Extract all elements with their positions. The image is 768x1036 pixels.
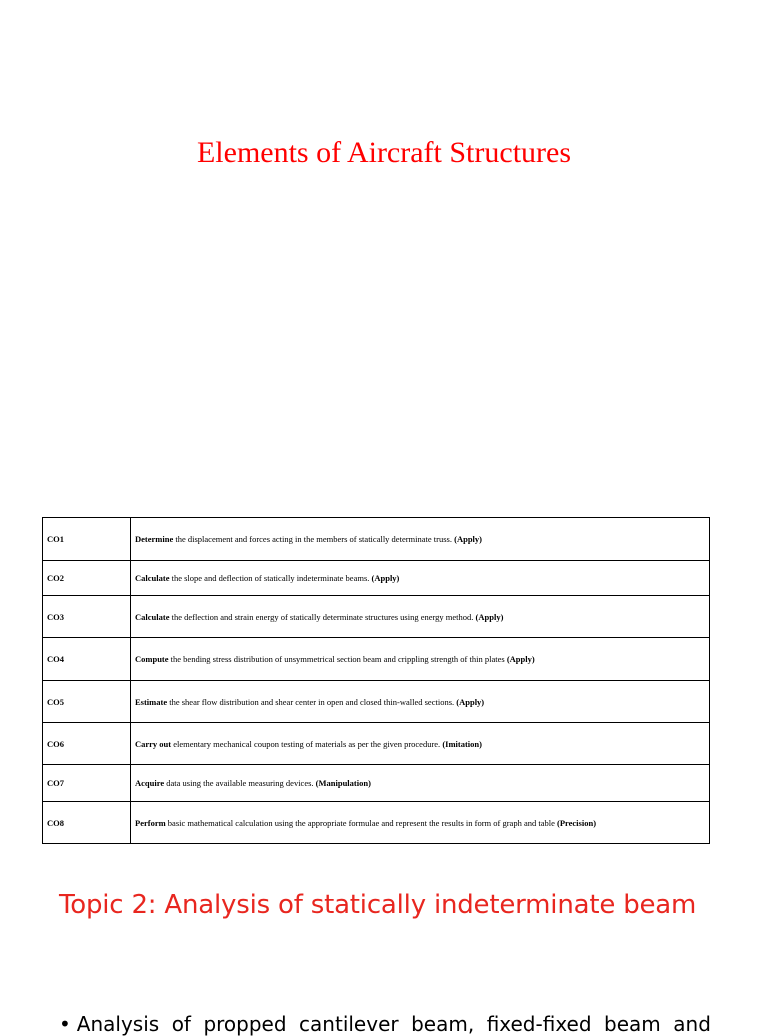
co-level: (Apply) xyxy=(475,611,504,622)
co-level: (Apply) xyxy=(454,534,482,544)
co-code: CO8 xyxy=(43,802,131,844)
table-row xyxy=(43,638,710,681)
bullet-word: and xyxy=(673,1012,711,1036)
bullet-item xyxy=(59,1012,711,1036)
bullet-word: Analysis xyxy=(76,1012,160,1036)
bullet-word: beam, xyxy=(411,1012,475,1036)
co-text: the slope and deflection of statically indeterminate beams. xyxy=(169,573,372,583)
co-description xyxy=(131,802,710,844)
co-code: CO7 xyxy=(43,765,131,802)
co-code: CO6 xyxy=(43,723,131,765)
table-row xyxy=(43,518,710,561)
co-code: CO1 xyxy=(43,518,131,561)
bullet-word: fixed-fixed xyxy=(486,1012,592,1036)
bullet-word: of xyxy=(171,1012,191,1036)
co-text: the displacement and forces acting in the members of statically determinate truss. xyxy=(173,534,455,544)
table-row xyxy=(43,596,710,638)
co-code: CO5 xyxy=(43,681,131,723)
co-verb: Calculate xyxy=(135,573,170,583)
co-code: CO4 xyxy=(43,638,131,681)
co-description xyxy=(131,723,710,765)
co-code: CO3 xyxy=(43,596,131,638)
co-verb: Calculate xyxy=(135,611,170,622)
co-level: (Imitation) xyxy=(442,738,482,749)
co-text: elementary mechanical coupon testing of materials as per the given procedure. xyxy=(171,738,443,749)
co-level: (Apply) xyxy=(371,573,400,583)
page-title: Elements of Aircraft Structures xyxy=(196,136,572,169)
co-text: basic mathematical calculation using the appropriate formulae and represent the results in form of graph and table xyxy=(165,817,557,828)
bullet-word: cantilever xyxy=(299,1012,399,1036)
co-verb: Perform xyxy=(135,817,166,828)
bullet-word: propped xyxy=(203,1012,287,1036)
co-verb: Compute xyxy=(135,654,169,664)
topic-heading: Topic 2: Analysis of statically indeterminate beam xyxy=(59,890,697,920)
table-row xyxy=(43,723,710,765)
co-level: (Precision) xyxy=(557,817,597,828)
co-verb: Determine xyxy=(135,534,174,544)
co-text: the deflection and strain energy of statically determinate structures using energy method. xyxy=(169,611,476,622)
co-level: (Manipulation) xyxy=(315,778,371,788)
co-text: the shear flow distribution and shear center in open and closed thin-walled sections. xyxy=(167,696,457,707)
co-description xyxy=(131,518,710,561)
course-outcomes-table xyxy=(42,517,710,844)
co-level: (Apply) xyxy=(506,654,535,664)
table-row xyxy=(43,561,710,596)
co-verb: Carry out xyxy=(135,738,172,749)
co-text: data using the available measuring devices. xyxy=(164,778,316,788)
table-row xyxy=(43,802,710,844)
table-row xyxy=(43,765,710,802)
co-code: CO2 xyxy=(43,561,131,596)
co-verb: Acquire xyxy=(135,778,165,788)
co-verb: Estimate xyxy=(135,696,168,707)
bullet-marker: • xyxy=(59,1012,71,1036)
co-description xyxy=(131,638,710,681)
co-description xyxy=(131,596,710,638)
co-description xyxy=(131,681,710,723)
co-description xyxy=(131,765,710,802)
co-description xyxy=(131,561,710,596)
co-text: the bending stress distribution of unsymmetrical section beam and crippling strength of thin plates xyxy=(168,654,507,664)
bullet-word: beam xyxy=(604,1012,661,1036)
table-row xyxy=(43,681,710,723)
bullet-first-word xyxy=(59,1012,159,1036)
co-level: (Apply) xyxy=(456,696,485,707)
